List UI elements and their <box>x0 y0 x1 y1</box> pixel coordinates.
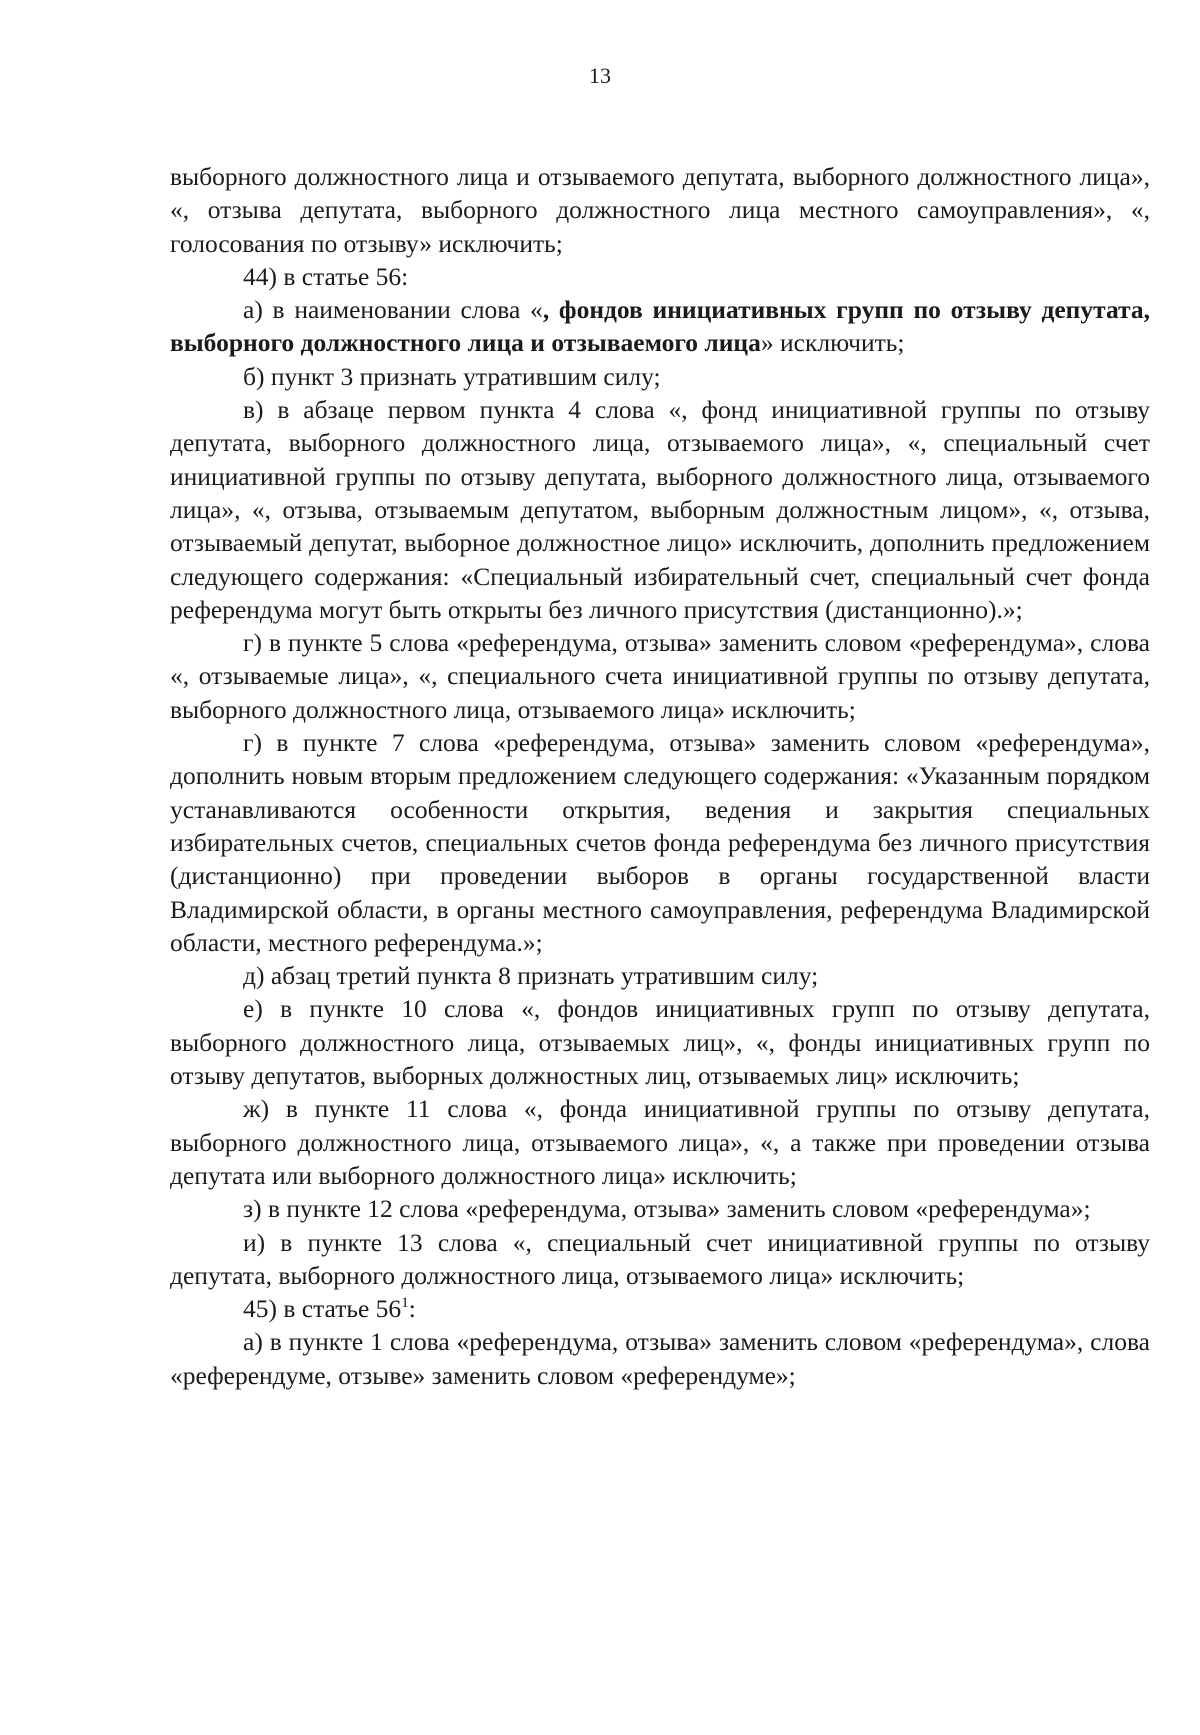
item-45-heading-text: 45) в статье 56 <box>243 1294 402 1324</box>
item-44-a-text-end: » исключить; <box>760 328 905 358</box>
item-44-a-text-start: а) в наименовании слова « <box>243 295 543 325</box>
item-44-g-second: г) в пункте 7 слова «референдума, отзыва» заменить словом «референдума», дополнить новым вторым предложением следующего содержания: «Указанным порядком устанавливаются особенности открытия, ведения и закрытия специальных избирательных счетов, специальных счетов фонда референдума без личного присутствия (дистанционно) при проведении выборов в органы государственной власти Владимирской области, в органы местного самоуправления, референдума Владимирской области, местного референдума.»; <box>170 728 1150 957</box>
item-44-a-bold-phrase: , фондов инициативных групп по отзыву депутата, выборного должностного лица и отзываемого лица <box>170 295 1151 358</box>
item-44-d: д) абзац третий пункта 8 признать утратившим силу; <box>243 961 819 991</box>
item-44-heading: 44) в статье 56: <box>243 261 409 291</box>
item-44-zh: ж) в пункте 11 слова «, фонда инициативной группы по отзыву депутата, выборного должностного лица, отзываемого лица», «, а также при проведении отзыва депутата или выборного должностного лица» исключить; <box>170 1094 1150 1190</box>
item-44-v: в) в абзаце первом пункта 4 слова «, фонд инициативной группы по отзыву депутата, выборного должностного лица, отзываемого лица», «, специальный счет инициативной группы по отзыву депутата, выборного должностного лица, отзываемого лица», «, отзыва, отзываемым депутатом, выборным должностным лицом», «, отзыва, отзываемый депутат, выборное должностное лицо» исключить, дополнить предложением следующего содержания: «Специальный избирательный счет, специальный счет фонда референдума могут быть открыты без личного присутствия (дистанционно).»; <box>170 395 1150 624</box>
item-44-i: и) в пункте 13 слова «, специальный счет инициативной группы по отзыву депутата, выборного должностного лица, отзываемого лица» исключить; <box>170 1227 1150 1290</box>
item-45-superscript: 1 <box>401 1295 409 1312</box>
item-44-b: б) пункт 3 признать утратившим силу; <box>243 361 661 391</box>
item-45-heading <box>170 1292 1150 1325</box>
item-45-a: а) в пункте 1 слова «референдума, отзыва» заменить словом «референдума», слова «референдуме, отзыве» заменить словом «референдуме»; <box>170 1327 1150 1390</box>
item-44-z: з) в пункте 12 слова «референдума, отзыва» заменить словом «референдума»; <box>243 1194 1091 1224</box>
item-44-e: е) в пункте 10 слова «, фондов инициативных групп по отзыву депутата, выборного должностного лица, отзываемых лиц», «, фонды инициативных групп по отзыву депутатов, выборных должностных лиц, отзываемых лиц» исключить; <box>170 994 1150 1091</box>
item-45-heading-colon: : <box>408 1294 416 1324</box>
document-body <box>170 160 1150 1392</box>
page-number: 13 <box>589 63 611 88</box>
item-44-a <box>170 293 1150 360</box>
paragraph-continuation: выборного должностного лица и отзываемого депутата, выборного должностного лица», «, отзыва депутата, выборного должностного лица местного самоуправления», «, голосования по отзыву» исключить; <box>170 162 1150 258</box>
item-44-g-first: г) в пункте 5 слова «референдума, отзыва» заменить словом «референдума», слова «, отзываемые лица», «, специального счета инициативной группы по отзыву депутата, выборного должностного лица, отзываемого лица» исключить; <box>170 628 1150 724</box>
